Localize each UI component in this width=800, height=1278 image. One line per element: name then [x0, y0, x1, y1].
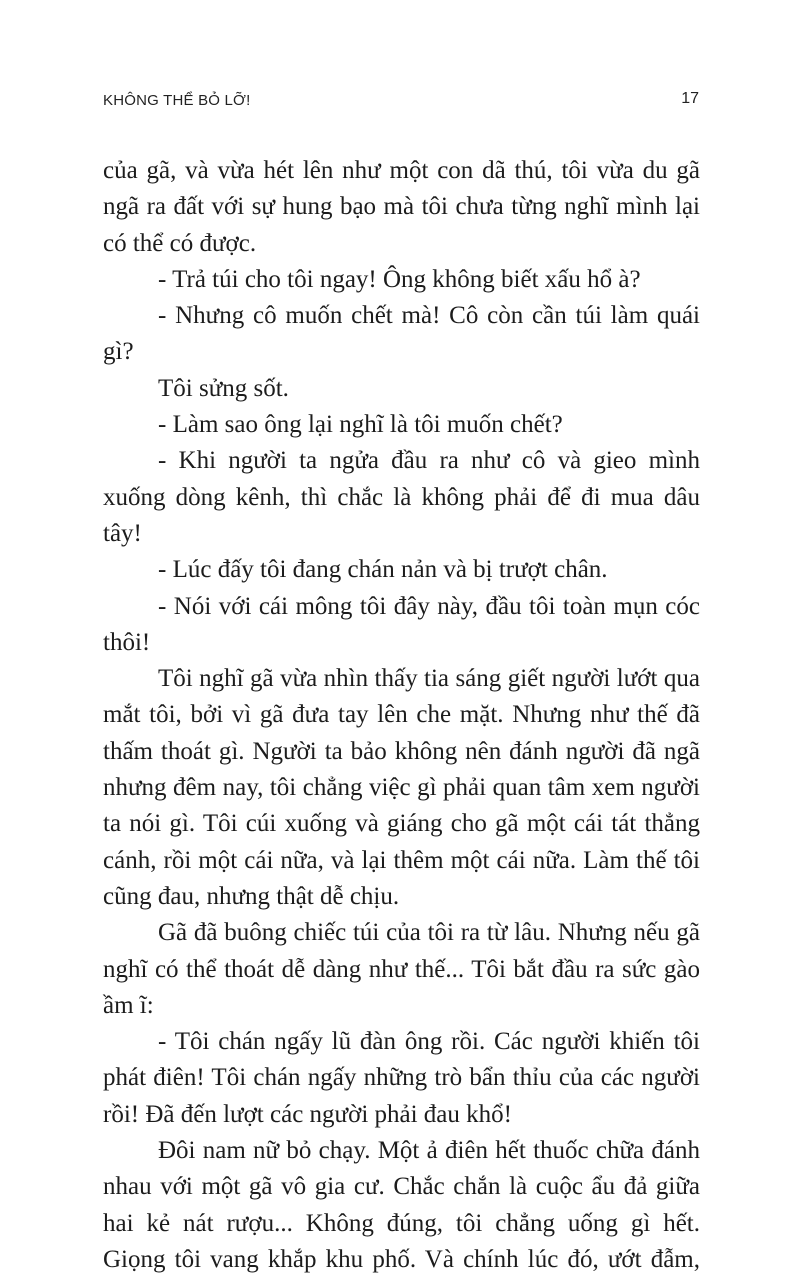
body-text — [103, 153, 700, 1278]
paragraph-continuation: của gã, và vừa hét lên như một con dã thú, tôi vừa du gã ngã ra đất với sự hung bạo mà tôi chưa từng nghĩ mình lại có thể có được. — [103, 157, 700, 257]
paragraph-dialogue: - Tôi chán ngấy lũ đàn ông rồi. Các người khiến tôi phát điên! Tôi chán ngấy những trò bẩn thỉu của các người rồi! Đã đến lượt các người phải đau khổ! — [103, 1028, 700, 1128]
paragraph-dialogue: - Làm sao ông lại nghĩ là tôi muốn chết? — [158, 411, 563, 439]
paragraph-narration: Gã đã buông chiếc túi của tôi ra từ lâu. Nhưng nếu gã nghĩ có thể thoát dễ dàng như thế... Tôi bắt đầu ra sức gào ầm ĩ: — [103, 919, 700, 1019]
running-header-title: KHÔNG THỂ BỎ LỠ! — [103, 92, 251, 109]
paragraph-dialogue: - Nói với cái mông tôi đây này, đầu tôi toàn mụn cóc thôi! — [103, 592, 700, 656]
paragraph-narration: Đôi nam nữ bỏ chạy. Một ả điên hết thuốc chữa đánh nhau với một gã vô gia cư. Chắc chắn là cuộc ẩu đả giữa hai kẻ nát rượu... Không đúng, tôi chẳng uống gì hết. Giọng tôi vang khắp khu phố. Và chính lúc đó, ướt đẫm, — [103, 1137, 700, 1273]
paragraph-dialogue: - Khi người ta ngửa đầu ra như cô và gieo mình xuống dòng kênh, thì chắc là không phải để đi mua dâu tây! — [103, 447, 700, 547]
page-number: 17 — [681, 90, 699, 107]
paragraph-dialogue: - Trả túi cho tôi ngay! Ông không biết xấu hổ à? — [158, 265, 641, 293]
paragraph-dialogue: - Nhưng cô muốn chết mà! Cô còn cần túi làm quái gì? — [103, 302, 700, 366]
paragraph-dialogue: - Lúc đấy tôi đang chán nản và bị trượt chân. — [158, 556, 608, 584]
paragraph-narration: Tôi sửng sốt. — [158, 374, 289, 402]
paragraph-narration: Tôi nghĩ gã vừa nhìn thấy tia sáng giết người lướt qua mắt tôi, bởi vì gã đưa tay lên che mặt. Nhưng như thế đã thấm thoát gì. Người ta bảo không nên đánh người đã ngã nhưng đêm nay, tôi chẳng việc gì phải quan tâm xem người ta nói gì. Tôi cúi xuống và giáng cho gã một cái tát thẳng cánh, rồi một cái nữa, và lại thêm một cái nữa. Làm thế tôi cũng đau, nhưng thật dễ chịu. — [103, 665, 700, 910]
